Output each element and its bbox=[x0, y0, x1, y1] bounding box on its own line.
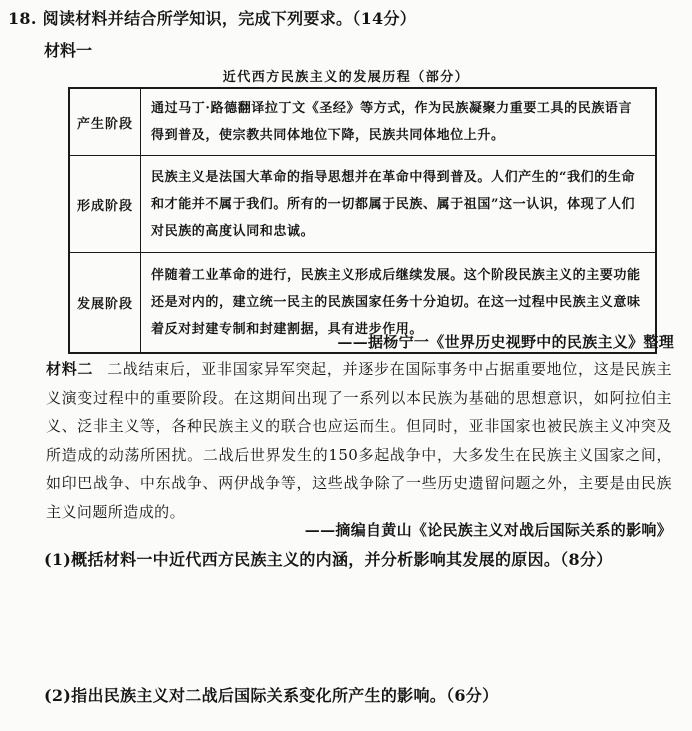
material2-label: 材料二 bbox=[46, 360, 94, 378]
stage-text-cell: 伴随着工业革命的进行，民族主义形成后继续发展。这个阶段民族主义的主要功能还是对内的，建立统一民主的民族国家任务十分迫切。在这一过程中民族主义意味着反对封建专制和封建割据，具有进步作用。 bbox=[141, 253, 657, 354]
stage-name-cell: 产生阶段 bbox=[69, 88, 141, 156]
stages-table bbox=[68, 87, 657, 354]
table-title: 近代西方民族主义的发展历程（部分） bbox=[222, 70, 470, 85]
table-row bbox=[69, 156, 656, 253]
stage-name-cell: 发展阶段 bbox=[69, 253, 141, 354]
subquestion-2: (2)指出民族主义对二战后国际关系变化所产生的影响。（6分） bbox=[44, 686, 499, 705]
stage-text-cell: 民族主义是法国大革命的指导思想并在革命中得到普及。人们产生的“我们的生命和才能并不属于我们。所有的一切都属于民族、属于祖国”这一认识，体现了人们对民族的高度认同和忠诚。 bbox=[141, 156, 657, 253]
material2-source: ——摘编自黄山《论民族主义对战后国际关系的影响》 bbox=[304, 521, 672, 539]
subquestion-1: (1)概括材料一中近代西方民族主义的内涵，并分析影响其发展的原因。（8分） bbox=[44, 550, 613, 569]
question-heading: 18. 阅读材料并结合所学知识，完成下列要求。（14分） bbox=[8, 9, 417, 28]
material1-label: 材料一 bbox=[44, 41, 93, 60]
material2-text: 二战结束后，亚非国家异军突起，并逐步在国际事务中占据重要地位，这是民族主义演变过程中的重要阶段。在这期间出现了一系列以本民族为基础的思想意识，如阿拉伯主义、泛非主义等，各种民族主义的联合也应运而生。但同时，亚非国家也被民族主义冲突及所造成的动荡所困扰。二战后世界发生的150多起战争中，大多发生在民族主义国家之间，如印巴战争、中东战争、两伊战争等，这些战争除了一些历史遗留问题之外，主要是由民族主义问题所造成的。 bbox=[46, 360, 672, 521]
stage-name-cell: 形成阶段 bbox=[69, 156, 141, 253]
material1-source: ——据杨宁一《世界历史视野中的民族主义》整理 bbox=[337, 333, 674, 351]
material2-paragraph bbox=[46, 355, 672, 526]
table-row bbox=[69, 88, 656, 156]
stage-text-cell: 通过马丁·路德翻译拉丁文《圣经》等方式，作为民族凝聚力重要工具的民族语言得到普及，使宗教共同体地位下降，民族共同体地位上升。 bbox=[141, 88, 657, 156]
